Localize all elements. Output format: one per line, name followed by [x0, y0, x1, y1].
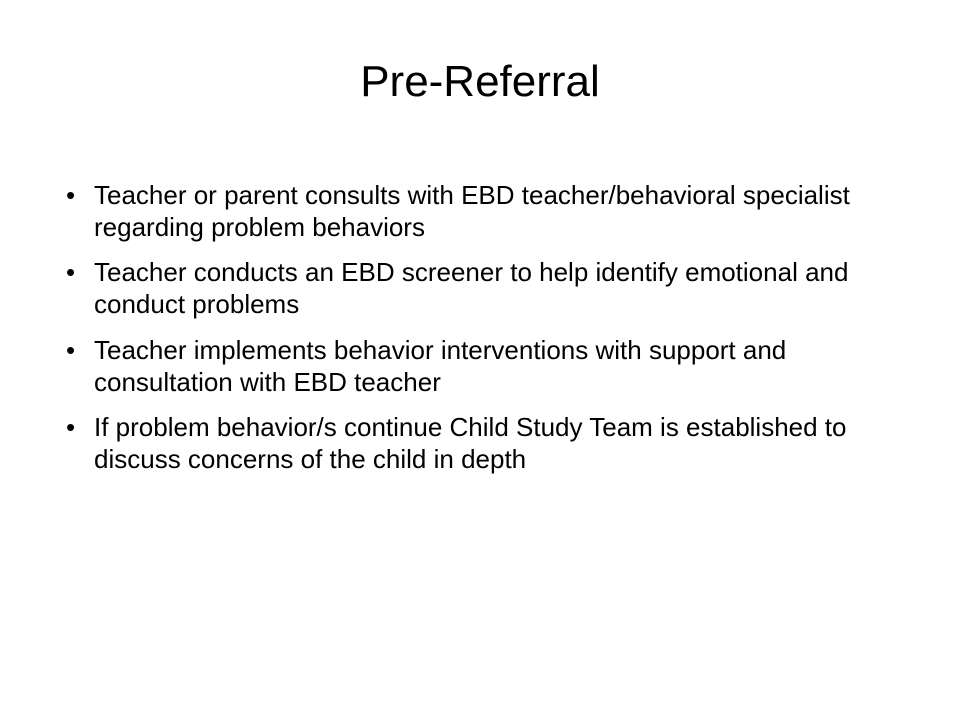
bullet-icon: •	[66, 412, 76, 443]
bullet-text: Teacher implements behavior interventions with support and consultation with EBD teacher	[94, 334, 787, 397]
slide-title: Pre-Referral	[360, 57, 600, 106]
bullet-item	[66, 335, 894, 398]
bullet-text: Teacher or parent consults with EBD teacher/behavioral specialist regarding problem behaviors	[94, 180, 850, 242]
bullet-item	[66, 257, 894, 320]
bullet-icon: •	[66, 334, 76, 365]
bullet-list	[66, 180, 894, 490]
bullet-item	[66, 412, 894, 475]
bullet-icon: •	[66, 180, 76, 210]
bullet-text: If problem behavior/s continue Child Study Team is established to discuss concerns of the child in depth	[94, 412, 847, 475]
bullet-item	[66, 180, 894, 243]
bullet-icon: •	[66, 257, 76, 288]
bullet-text: Teacher conducts an EBD screener to help identify emotional and conduct problems	[94, 257, 849, 320]
